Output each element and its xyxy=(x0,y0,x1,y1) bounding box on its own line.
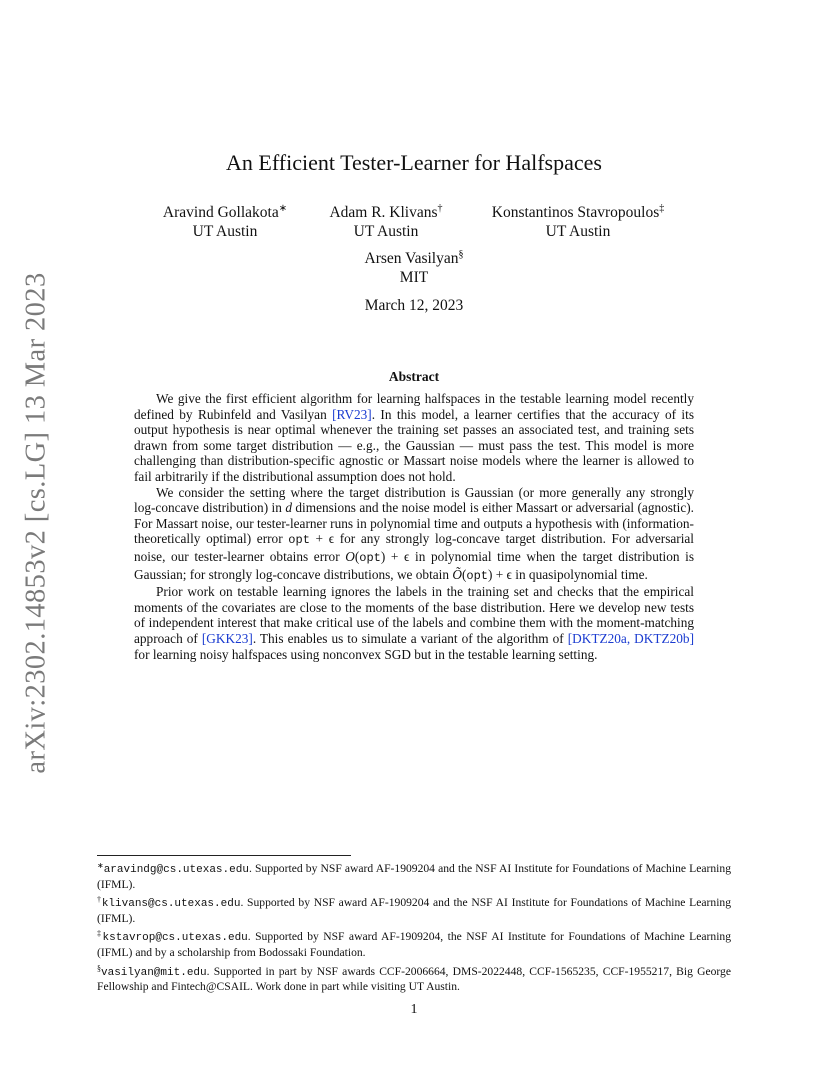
author-block-4 xyxy=(344,245,484,287)
author-mark: ‡ xyxy=(659,203,665,214)
footnote-email: aravindg@cs.utexas.edu xyxy=(103,864,249,876)
author-block-1 xyxy=(150,199,300,241)
abstract-paragraph-2: We consider the setting where the target distribution is Gaussian (or more generally any strongly log-concave distribution) in d dimensions and the noise model is either Massart or adversarial (agnostic). For Massart noise, our tester-learner runs in polynomial time and outputs a hypothesis with (information-theoretically optimal) error opt + ϵ for any strongly log-concave target distribution. For adversarial noise, our tester-learner obtains error O(opt) + ϵ in polynomial time when the target distribution is Gaussian; for strongly log-concave distributions, we obtain Õ(opt) + ϵ in quasipolynomial time. xyxy=(134,484,695,583)
footnote-email: kstavrop@cs.utexas.edu xyxy=(102,932,248,945)
author-affiliation: MIT xyxy=(399,269,429,287)
footnotes xyxy=(97,859,731,996)
paper-title: An Efficient Tester-Learner for Halfspaces xyxy=(226,150,602,175)
arxiv-stamp xyxy=(17,271,57,774)
arxiv-stamp-text: arXiv:2302.14853v2 [cs.LG] 13 Mar 2023 xyxy=(21,271,53,774)
citation-link[interactable]: [GKK23] xyxy=(201,630,253,646)
author-name: Konstantinos Stavropoulos xyxy=(491,204,660,222)
author-mark: † xyxy=(437,203,443,214)
abstract-paragraph-3: Prior work on testable learning ignores the labels in the training set and checks that the empirical moments of the covariates are close to the moments of the base distribution. Here we develop new tests of independent interest that make critical use of the labels and combine them with the moment-matching approach of [GKK23]. This enables us to simulate a variant of the algorithm of [DKTZ20a, DKTZ20b] for learning noisy halfspaces using nonconvex SGD but in the testable learning setting. xyxy=(134,584,694,662)
footnote-2: †klivans@cs.utexas.edu. Supported by NSF award AF-1909204 and the NSF AI Institute for Foundations of Machine Learning (IFML). xyxy=(97,895,732,925)
author-mark: § xyxy=(458,249,464,260)
author-affiliation: UT Austin xyxy=(545,223,611,241)
citation-link[interactable]: [DKTZ20a, DKTZ20b] xyxy=(567,630,694,646)
author-affiliation: UT Austin xyxy=(353,223,419,241)
footnote-1: ∗aravindg@cs.utexas.edu. Supported by NSF award AF-1909204 and the NSF AI Institute for Foundations of Machine Learning (IFML). xyxy=(97,861,731,891)
citation-link[interactable]: [RV23] xyxy=(332,406,372,422)
author-name: Adam R. Klivans xyxy=(329,204,438,222)
author-block-3 xyxy=(478,199,678,241)
abstract-heading: Abstract xyxy=(388,369,440,384)
author-mark: ∗ xyxy=(278,203,288,214)
author-name: Aravind Gollakota xyxy=(162,204,279,222)
author-name: Arsen Vasilyan xyxy=(364,250,459,268)
author-affiliation: UT Austin xyxy=(192,223,258,241)
paper-date: March 12, 2023 xyxy=(364,297,464,314)
footnote-email: vasilyan@mit.edu xyxy=(101,966,207,979)
author-block-2 xyxy=(315,199,457,241)
abstract-paragraph-1: We give the first efficient algorithm for learning halfspaces in the testable learning model recently defined by Rubinfeld and Vasilyan [RV23]. In this model, a learner certifies that the accuracy of its output hypothesis is near optimal whenever the training set passes an associated test, and training sets drawn from some target distribution — e.g., the Gaussian — must pass the test. This model is more challenging than distribution-specific agnostic or Massart noise models where the learner is allowed to fail arbitrarily if the distributional assumption does not hold. xyxy=(134,391,694,484)
abstract-body xyxy=(134,391,694,662)
page-number: 1 xyxy=(410,1002,418,1017)
footnote-email: klivans@cs.utexas.edu xyxy=(101,898,241,911)
footnote-3: ‡kstavrop@cs.utexas.edu. Supported by NSF award AF-1909204, the NSF AI Institute for Foundations of Machine Learning (IFML) and by a scholarship from Bodossaki Foundation. xyxy=(97,929,732,959)
footnote-rule xyxy=(97,855,351,856)
footnote-4: §vasilyan@mit.edu. Supported in part by NSF awards CCF-2006664, DMS-2022448, CCF-1565235, CCF-1955217, Big George Fellowship and Fintech@CSAIL. Work done in part while visiting UT Austin. xyxy=(97,963,731,994)
